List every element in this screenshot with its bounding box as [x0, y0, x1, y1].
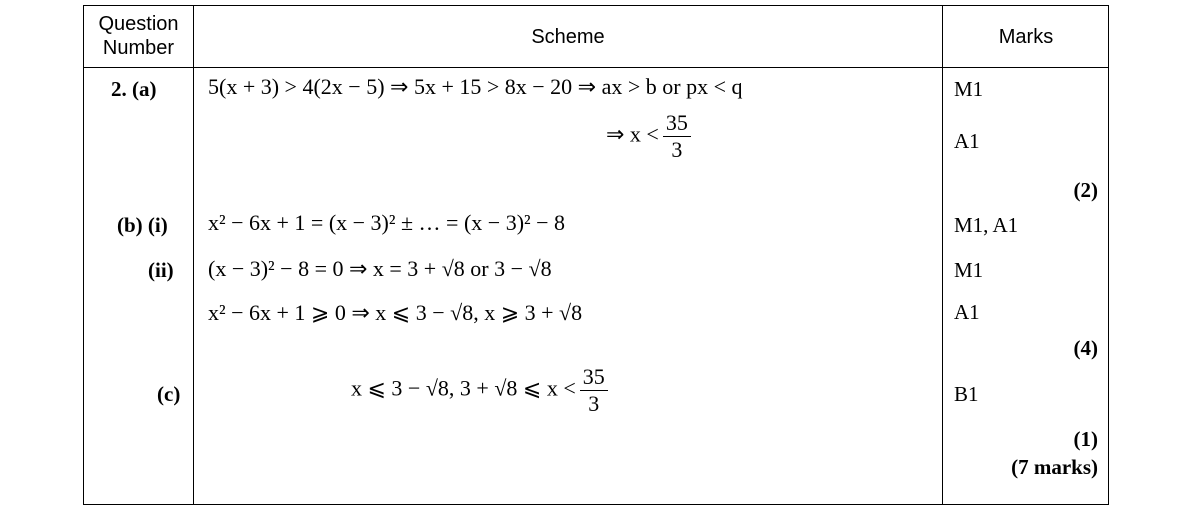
question-label-c: (c) — [157, 382, 181, 406]
mark-scheme-table — [83, 5, 1109, 505]
scheme-line-a2 — [606, 112, 691, 161]
fraction-35-3 — [580, 366, 608, 415]
scheme-line-b-i: x² − 6x + 1 = (x − 3)² ± … = (x − 3)² − 8 — [208, 210, 566, 235]
header-scheme: Scheme — [531, 26, 605, 48]
question-label-2a: 2. (a) — [111, 77, 157, 101]
subtotal-b: (4) — [1073, 336, 1098, 360]
fraction-denominator: 3 — [671, 137, 683, 162]
scheme-line-b-ii-2: x² − 6x + 1 ⩾ 0 ⇒ x ⩽ 3 − √8, x ⩾ 3 + √8 — [208, 300, 583, 325]
header-question-number: Question Number — [98, 13, 179, 59]
header-marks: Marks — [998, 26, 1054, 48]
column-divider-1 — [193, 6, 194, 504]
mark-b-ii-2: A1 — [954, 300, 980, 324]
scheme-line-c-text: x ⩽ 3 − √8, 3 + √8 ⩽ x < — [351, 375, 576, 401]
subtotal-c: (1) — [1073, 427, 1098, 451]
question-label-b-ii: (ii) — [148, 258, 174, 282]
mark-a1: M1 — [954, 77, 984, 101]
scheme-line-a1: 5(x + 3) > 4(2x − 5) ⇒ 5x + 15 > 8x − 20 ⇒ ax > b or px < q — [208, 74, 743, 99]
column-divider-2 — [942, 6, 943, 504]
scheme-line-c — [351, 366, 608, 415]
subtotal-a: (2) — [1073, 178, 1098, 202]
fraction-denominator: 3 — [588, 391, 600, 416]
scheme-line-b-ii-1: (x − 3)² − 8 = 0 ⇒ x = 3 + √8 or 3 − √8 — [208, 256, 552, 281]
question-label-b-i: (b) (i) — [117, 213, 168, 237]
fraction-numerator: 35 — [580, 366, 608, 391]
fraction-numerator: 35 — [663, 112, 691, 137]
scheme-line-a2-text: ⇒ x < — [606, 121, 659, 147]
grand-total: (7 marks) — [1011, 455, 1098, 479]
mark-b-ii-1: M1 — [954, 258, 984, 282]
header-divider — [84, 67, 1108, 68]
mark-c: B1 — [954, 382, 979, 406]
mark-b-i: M1, A1 — [954, 213, 1019, 237]
fraction-35-3 — [663, 112, 691, 161]
mark-a2: A1 — [954, 129, 980, 153]
